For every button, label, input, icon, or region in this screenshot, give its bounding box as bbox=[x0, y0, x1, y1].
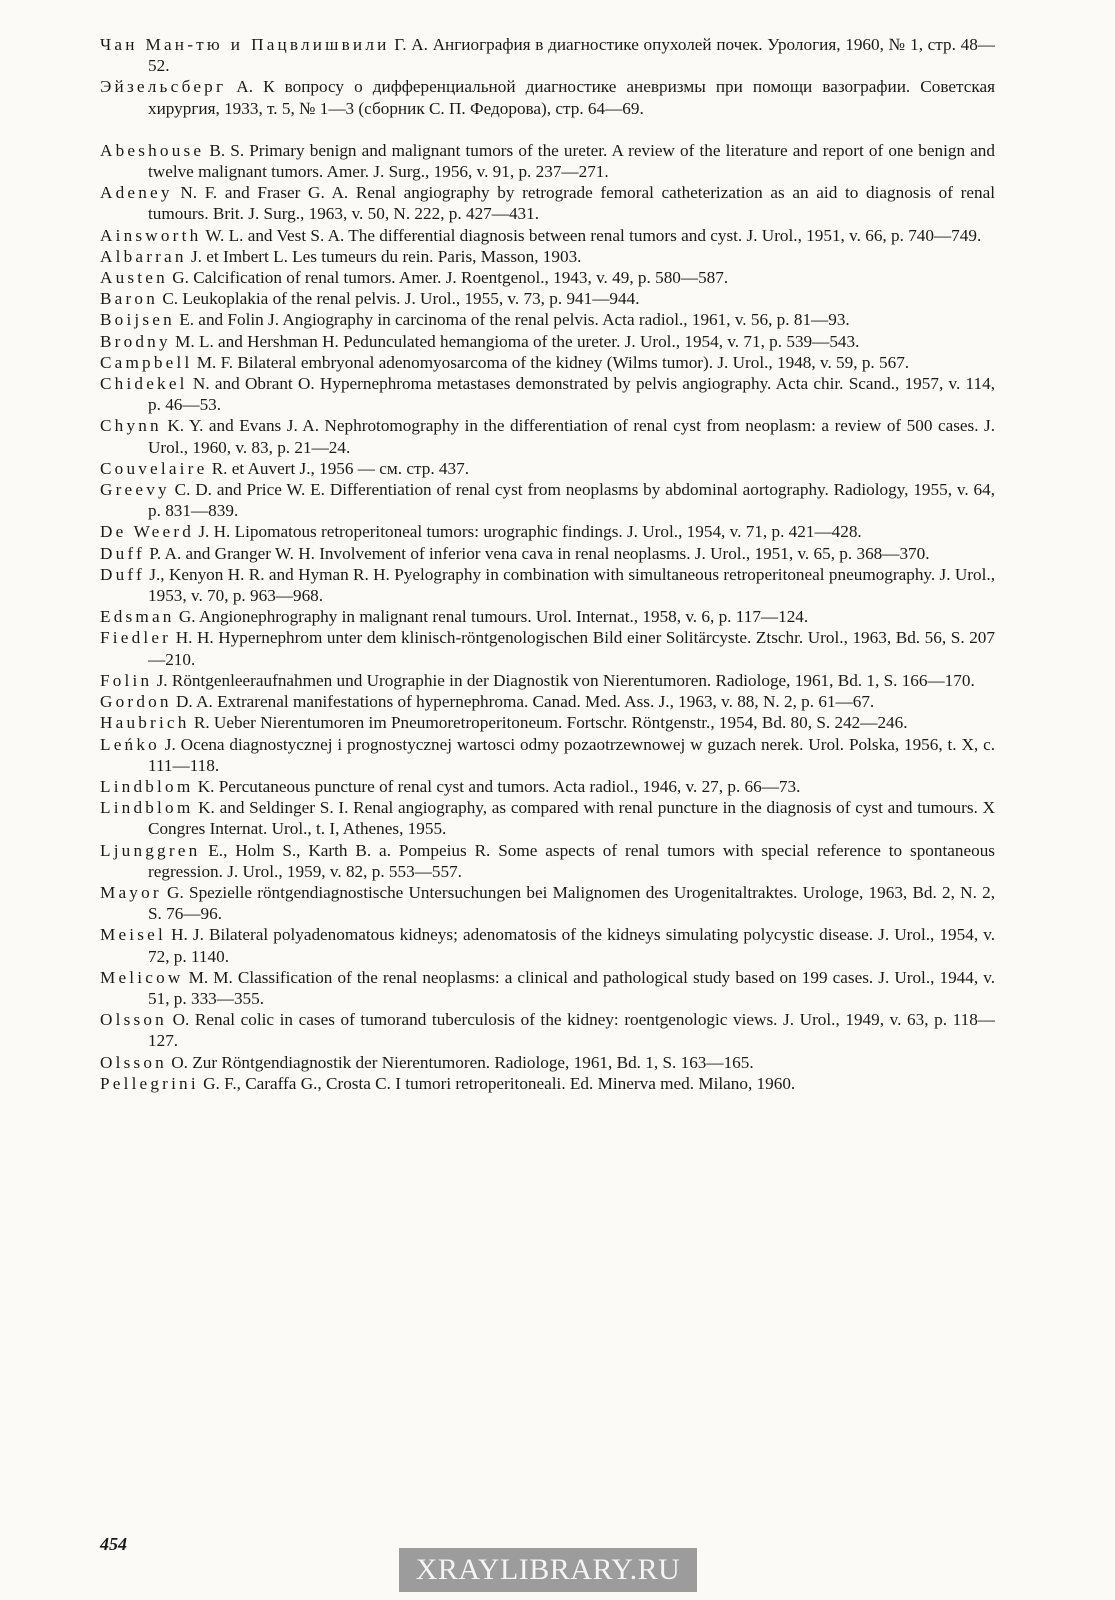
reference-author: Chidekel bbox=[100, 374, 188, 394]
reference-text: J. Röntgenleeraufnahmen und Urographie in der Diagnostik von Nierentumoren. Radiologe, 1961, Bd. 1, S. 166—170. bbox=[152, 670, 975, 690]
reference-text: J. et Imbert L. Les tumeurs du rein. Paris, Masson, 1903. bbox=[186, 246, 582, 266]
reference-entry bbox=[100, 627, 995, 669]
reference-text: K. Y. and Evans J. A. Nephrotomography in the differentiation of renal cyst from neoplasm: a review of 500 cases. J. Urol., 1960, v. 83, p. 21—24. bbox=[148, 416, 995, 457]
reference-entry bbox=[100, 840, 995, 882]
reference-entry bbox=[100, 1009, 995, 1051]
reference-entry bbox=[100, 309, 995, 330]
reference-author: Boijsen bbox=[100, 310, 175, 330]
reference-text: O. Zur Röntgendiagnostik der Nierentumoren. Radiologe, 1961, Bd. 1, S. 163—165. bbox=[166, 1052, 754, 1072]
reference-entry bbox=[100, 734, 995, 776]
reference-entry bbox=[100, 606, 995, 627]
reference-text: N. F. and Fraser G. A. Renal angiography by retrograde femoral catheterization as an aid to diagnosis of renal tumours. Brit. J. Surg., 1963, v. 50, N. 222, p. 427—431. bbox=[148, 183, 995, 224]
reference-text: G. Calcification of renal tumors. Amer. J. Roentgenol., 1943, v. 49, p. 580—587. bbox=[167, 268, 729, 288]
reference-entry bbox=[100, 521, 995, 542]
reference-author: Brodny bbox=[100, 331, 171, 351]
reference-text: M. F. Bilateral embryonal adenomyosarcoma of the kidney (Wilms tumor). J. Urol., 1948, v. 59, p. 567. bbox=[192, 352, 910, 372]
reference-author: Melicow bbox=[100, 967, 184, 987]
reference-text: M. L. and Hershman H. Pedunculated hemangioma of the ureter. J. Urol., 1954, v. 71, p. 539—543. bbox=[170, 331, 860, 351]
reference-entry bbox=[100, 1073, 995, 1094]
reference-author: Lindblom bbox=[100, 798, 194, 818]
reference-entry bbox=[100, 967, 995, 1009]
reference-text: R. Ueber Nierentumoren im Pneumoretroperitoneum. Fortschr. Röntgenstr., 1954, Bd. 80, S. 242—246. bbox=[189, 713, 908, 733]
reference-text: J. H. Lipomatous retroperitoneal tumors: urographic findings. J. Urol., 1954, v. 71, p. 421—428. bbox=[194, 522, 862, 542]
reference-entry bbox=[100, 76, 995, 118]
reference-text: K. Percutaneous puncture of renal cyst and tumors. Acta radiol., 1946, v. 27, p. 66—73. bbox=[193, 776, 801, 796]
reference-entry bbox=[100, 34, 995, 76]
reference-text: J., Kenyon H. R. and Hyman R. H. Pyelography in combination with simultaneous retroperitoneal pneumography. J. Urol., 1953, v. 70, p. 963—968. bbox=[144, 564, 995, 606]
reference-entry bbox=[100, 182, 995, 224]
reference-author: Couvelaire bbox=[100, 458, 208, 478]
reference-entry bbox=[100, 797, 995, 839]
reference-list bbox=[100, 34, 995, 1094]
reference-text: А. К вопросу о дифференциальной диагностике аневризмы при помощи вазографии. Советская хирургия, 1933, т. 5, № 1—3 (сборник С. П. Федорова), стр. 64—69. bbox=[148, 77, 995, 118]
reference-text: R. et Auvert J., 1956 — см. стр. 437. bbox=[207, 458, 469, 478]
reference-text: O. Renal colic in cases of tumorand tuberculosis of the kidney: roentgenologic views. J. Urol., 1949, v. 63, p. 118—127. bbox=[148, 1010, 995, 1051]
reference-author: Olsson bbox=[100, 1052, 167, 1072]
reference-text: G. Spezielle röntgendiagnostische Untersuchungen bei Malignomen des Urogenitaltraktes. Urologe, 1963, Bd. 2, N. 2, S. 76—96. bbox=[148, 882, 995, 924]
reference-entry bbox=[100, 140, 995, 182]
reference-entry bbox=[100, 543, 995, 564]
reference-entry bbox=[100, 267, 995, 288]
reference-author: Leńko bbox=[100, 734, 160, 754]
reference-text: G. Angionephrography in malignant renal tumours. Urol. Internat., 1958, v. 6, p. 117—124. bbox=[174, 607, 809, 627]
reference-entry bbox=[100, 564, 995, 606]
reference-text: W. L. and Vest S. A. The differential diagnosis between renal tumors and cyst. J. Urol., 1951, v. 66, p. 740—749. bbox=[201, 225, 982, 245]
page-number: 454 bbox=[100, 1534, 127, 1554]
reference-author: Abeshouse bbox=[100, 140, 205, 160]
reference-author: Folin bbox=[100, 670, 153, 690]
watermark: XRAYLIBRARY.RU bbox=[399, 1548, 697, 1592]
reference-entry bbox=[100, 712, 995, 733]
reference-author: Fiedler bbox=[100, 628, 172, 648]
reference-author: Haubrich bbox=[100, 713, 190, 733]
reference-text: B. S. Primary benign and malignant tumors of the ureter. A review of the literature and report of one benign and twelve malignant tumors. Amer. J. Surg., 1956, v. 91, p. 237—271. bbox=[148, 140, 995, 182]
reference-author: Ainsworth bbox=[100, 225, 202, 245]
reference-author: Gordon bbox=[100, 692, 172, 712]
reference-entry bbox=[100, 415, 995, 457]
reference-author: Эйзельсберг bbox=[100, 77, 227, 97]
reference-entry bbox=[100, 288, 995, 309]
reference-author: Duff bbox=[100, 564, 145, 584]
reference-text: K. and Seldinger S. I. Renal angiography, as compared with renal puncture in the diagnosis of cyst and tumours. X Congres Internat. Urol., t. I, Athenes, 1955. bbox=[148, 798, 995, 839]
reference-author: Ljunggren bbox=[100, 840, 201, 860]
reference-author: Duff bbox=[100, 543, 145, 563]
reference-text: C. D. and Price W. E. Differentiation of renal cyst from neoplasms by abdominal aortography. Radiology, 1955, v. 64, p. 831—839. bbox=[148, 480, 995, 521]
reference-entry bbox=[100, 373, 995, 415]
reference-text: E. and Folin J. Angiography in carcinoma of the renal pelvis. Acta radiol., 1961, v. 56, p. 81—93. bbox=[174, 310, 850, 330]
reference-author: Olsson bbox=[100, 1010, 167, 1030]
reference-text: Г. А. Ангиография в диагностике опухолей почек. Урология, 1960, № 1, стр. 48—52. bbox=[148, 35, 995, 76]
reference-author: Pellegrini bbox=[100, 1073, 199, 1093]
reference-entry bbox=[100, 479, 995, 521]
reference-entry bbox=[100, 776, 995, 797]
reference-entry bbox=[100, 458, 995, 479]
reference-author: Baron bbox=[100, 289, 159, 309]
reference-author: Austen bbox=[100, 268, 168, 288]
reference-entry bbox=[100, 882, 995, 924]
reference-entry bbox=[100, 670, 995, 691]
reference-text: G. F., Caraffa G., Crosta C. I tumori retroperitoneali. Ed. Minerva med. Milano, 1960. bbox=[198, 1073, 796, 1093]
reference-entry bbox=[100, 924, 995, 966]
reference-author: Mayor bbox=[100, 882, 162, 902]
reference-author: Greevy bbox=[100, 480, 170, 500]
reference-author: Meisel bbox=[100, 925, 166, 945]
reference-author: De Weerd bbox=[100, 522, 195, 542]
reference-text: J. Ocena diagnostycznej i prognostycznej wartosci odmy pozaotrzewnowej w guzach nerek. Urol. Polska, 1956, t. X, c. 111—118. bbox=[148, 734, 995, 775]
reference-text: E., Holm S., Karth B. a. Pompeius R. Some aspects of renal tumors with special reference to spontaneous regression. J. Urol., 1959, v. 82, p. 553—557. bbox=[148, 840, 995, 881]
reference-author: Albarran bbox=[100, 246, 187, 266]
reference-entry bbox=[100, 225, 995, 246]
reference-entry bbox=[100, 246, 995, 267]
reference-author: Чан Ман-тю и Пацвлишвили bbox=[100, 35, 390, 54]
reference-text: C. Leukoplakia of the renal pelvis. J. Urol., 1955, v. 73, p. 941—944. bbox=[158, 289, 640, 309]
reference-text: P. A. and Granger W. H. Involvement of inferior vena cava in renal neoplasms. J. Urol., 1951, v. 65, p. 368—370. bbox=[144, 543, 930, 563]
reference-entry bbox=[100, 352, 995, 373]
reference-author: Chynn bbox=[100, 416, 162, 436]
reference-text: H. J. Bilateral polyadenomatous kidneys; adenomatosis of the kidneys simulating polycystic disease. J. Urol., 1954, v. 72, p. 1140. bbox=[148, 925, 995, 966]
reference-text: H. H. Hypernephrom unter dem klinisch-röntgenologischen Bild einer Solitärcyste. Ztschr. Urol., 1963, Bd. 56, S. 207—210. bbox=[148, 628, 995, 669]
reference-entry bbox=[100, 1052, 995, 1073]
reference-author: Lindblom bbox=[100, 776, 194, 796]
reference-text: M. M. Classification of the renal neoplasms: a clinical and pathological study based on 199 cases. J. Urol., 1944, v. 51, p. 333—355. bbox=[148, 967, 995, 1008]
reference-author: Adeney bbox=[100, 183, 173, 203]
reference-author: Campbell bbox=[100, 352, 193, 372]
reference-text: N. and Obrant O. Hypernephroma metastases demonstrated by pelvis angiography. Acta chir. Scand., 1957, v. 114, p. 46—53. bbox=[148, 374, 995, 415]
reference-author: Edsman bbox=[100, 607, 175, 627]
reference-entry bbox=[100, 331, 995, 352]
reference-entry bbox=[100, 691, 995, 712]
reference-text: D. A. Extrarenal manifestations of hypernephroma. Canad. Med. Ass. J., 1963, v. 88, N. 2, p. 61—67. bbox=[171, 692, 875, 712]
